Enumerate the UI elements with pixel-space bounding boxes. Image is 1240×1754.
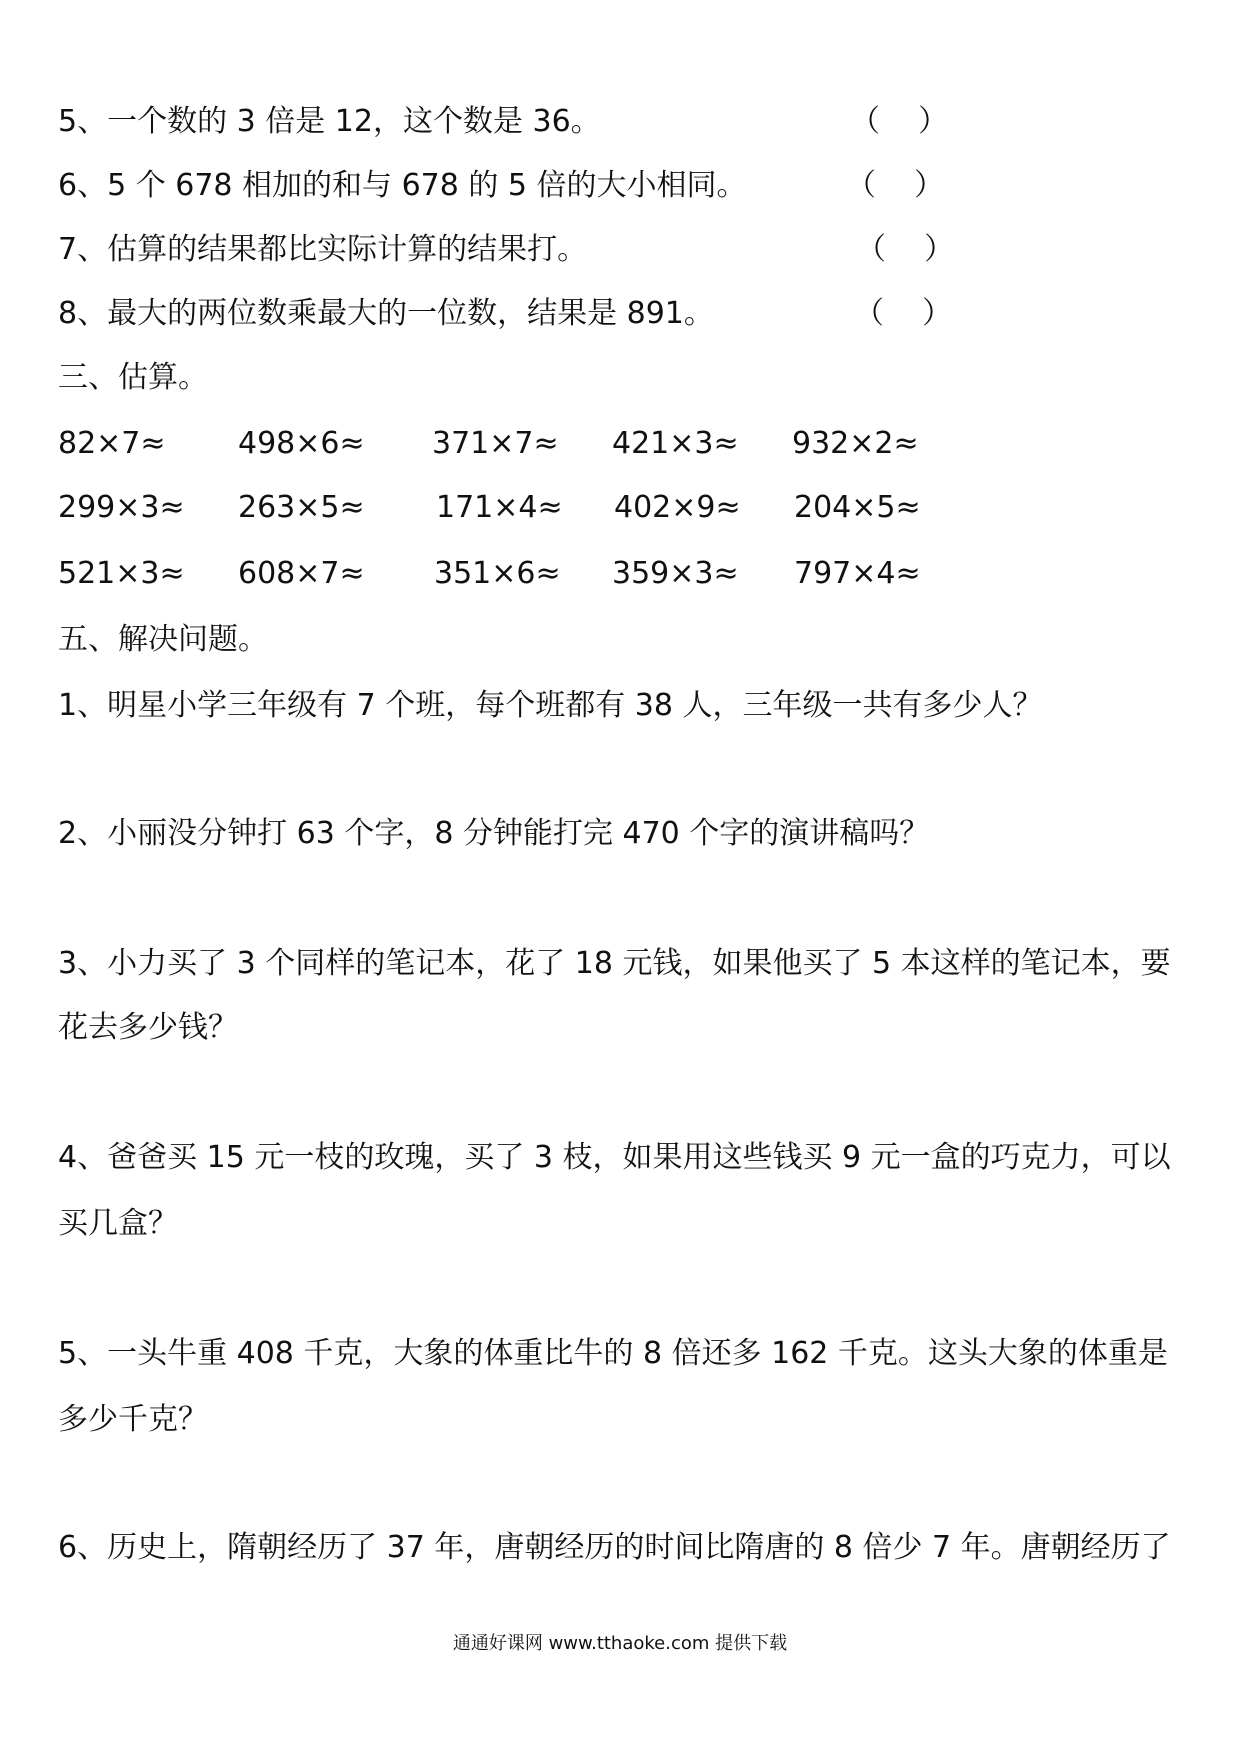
judgment-item-5: 5、一个数的 3 倍是 12，这个数是 36。 (58, 104, 601, 139)
estimation-cell: 608×7≈ (238, 556, 365, 591)
problem-6: 6、历史上，隋朝经历了 37 年，唐朝经历的时间比隋唐的 8 倍少 7 年。唐朝经历了 (58, 1530, 1171, 1565)
problems-heading: 五、解决问题。 (58, 622, 268, 657)
estimation-cell: 371×7≈ (432, 426, 559, 461)
estimation-cell: 299×3≈ (58, 490, 185, 525)
estimation-cell: 171×4≈ (436, 490, 563, 525)
estimation-cell: 797×4≈ (794, 556, 921, 591)
problem-5: 5、一头牛重 408 千克，大象的体重比牛的 8 倍还多 162 千克。这头大象的体重是 (58, 1336, 1168, 1371)
estimation-heading: 三、估算。 (58, 360, 208, 395)
problem-4-continued: 买几盒？ (58, 1206, 178, 1241)
answer-paren-6: （ ） (846, 168, 945, 203)
page-footer: 通通好课网 www.tthaoke.com 提供下载 (452, 1633, 788, 1654)
estimation-cell: 521×3≈ (58, 556, 185, 591)
problem-4: 4、爸爸买 15 元一枝的玫瑰，买了 3 枝，如果用这些钱买 9 元一盒的巧克力，可以 (58, 1140, 1171, 1175)
estimation-cell: 402×9≈ (614, 490, 741, 525)
judgment-item-6: 6、5 个 678 相加的和与 678 的 5 倍的大小相同。 (58, 168, 747, 203)
estimation-cell: 263×5≈ (238, 490, 365, 525)
estimation-cell: 82×7≈ (58, 426, 166, 461)
problem-1: 1、明星小学三年级有 7 个班，每个班都有 38 人，三年级一共有多少人？ (58, 688, 1043, 723)
estimation-cell: 359×3≈ (612, 556, 739, 591)
answer-paren-7: （ ） (856, 232, 955, 267)
judgment-item-8: 8、最大的两位数乘最大的一位数，结果是 891。 (58, 296, 714, 331)
answer-paren-8: （ ） (854, 296, 953, 331)
problem-2: 2、小丽没分钟打 63 个字，8 分钟能打完 470 个字的演讲稿吗？ (58, 816, 930, 851)
judgment-item-7: 7、估算的结果都比实际计算的结果打。 (58, 232, 588, 267)
estimation-cell: 498×6≈ (238, 426, 365, 461)
estimation-cell: 204×5≈ (794, 490, 921, 525)
answer-paren-5: （ ） (850, 104, 949, 139)
estimation-cell: 932×2≈ (792, 426, 919, 461)
problem-3: 3、小力买了 3 个同样的笔记本，花了 18 元钱，如果他买了 5 本这样的笔记本，要 (58, 946, 1171, 981)
problem-3-continued: 花去多少钱？ (58, 1010, 238, 1045)
estimation-cell: 421×3≈ (612, 426, 739, 461)
problem-5-continued: 多少千克？ (58, 1402, 208, 1437)
estimation-cell: 351×6≈ (434, 556, 561, 591)
